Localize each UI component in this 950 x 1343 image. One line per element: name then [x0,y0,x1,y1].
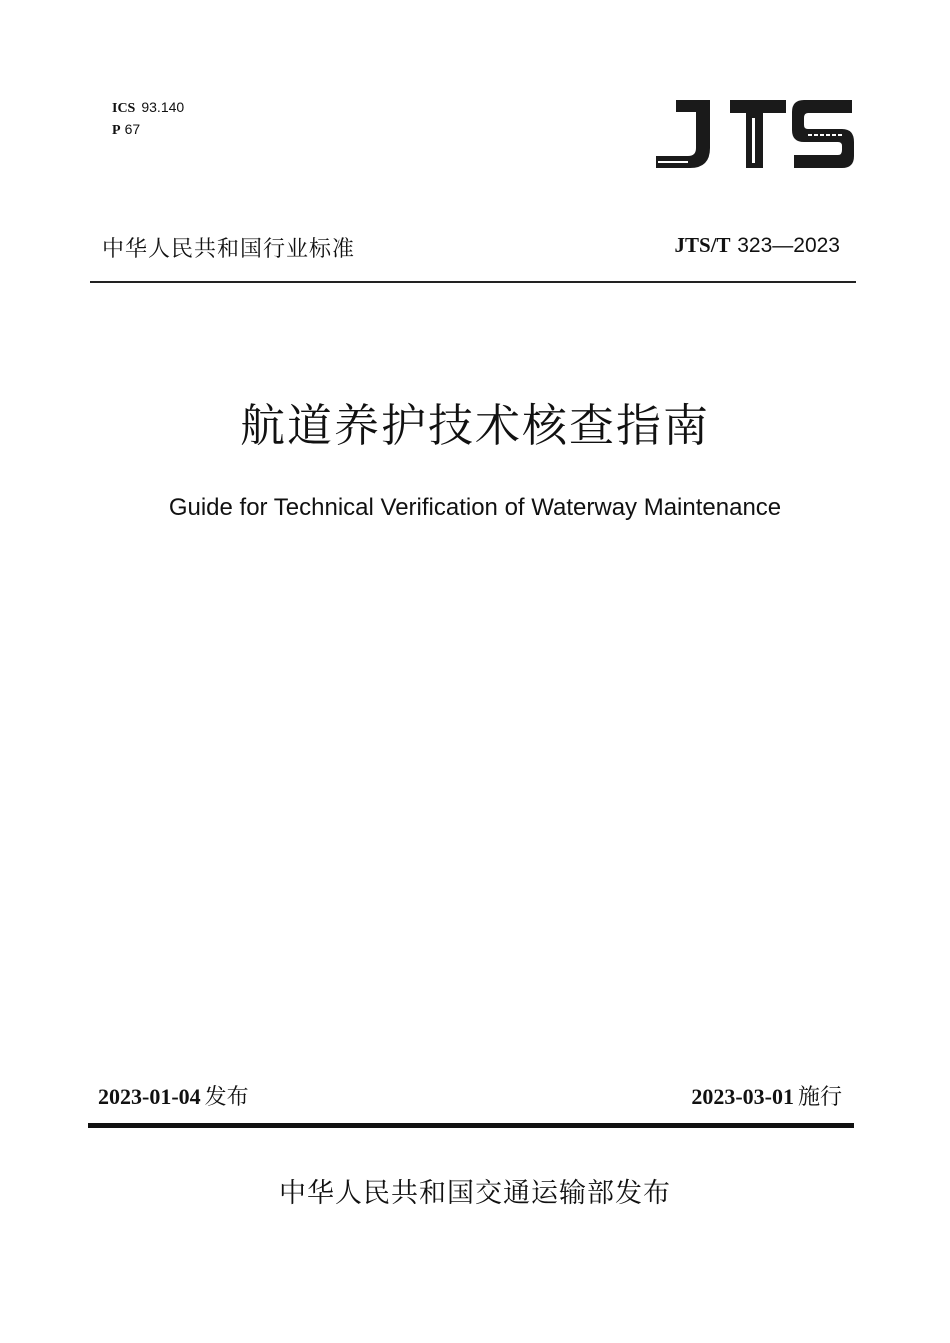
classification-codes [112,97,184,141]
standard-type: 中华人民共和国行业标准 [102,237,356,262]
standard-number-value: 323—2023 [737,234,840,257]
issue-date-value: 2023-01-04 [98,1084,201,1109]
ccs-line [112,119,184,141]
ics-line [112,97,184,119]
jts-logo-graphic [648,92,858,174]
issue-date [98,1080,249,1111]
ccs-label: P [112,123,121,138]
bottom-divider [88,1123,854,1128]
issue-date-word: 发布 [204,1085,249,1110]
implementation-date-word: 施行 [797,1085,842,1110]
ics-label: ICS [112,101,136,116]
title-chinese: 航道养护技术核查指南 [239,399,710,452]
implementation-date-value: 2023-03-01 [691,1084,794,1109]
implementation-date [691,1080,842,1111]
standard-number [675,233,840,258]
title-english: Guide for Technical Verification of Waterway Maintenance [168,494,782,521]
standard-prefix: JTS/T [674,233,731,257]
top-divider [90,281,856,283]
publisher: 中华人民共和国交通运输部发布 [279,1178,671,1209]
ics-value: 93.140 [141,99,185,115]
ccs-value: 67 [124,121,141,137]
jts-logo [648,92,858,174]
